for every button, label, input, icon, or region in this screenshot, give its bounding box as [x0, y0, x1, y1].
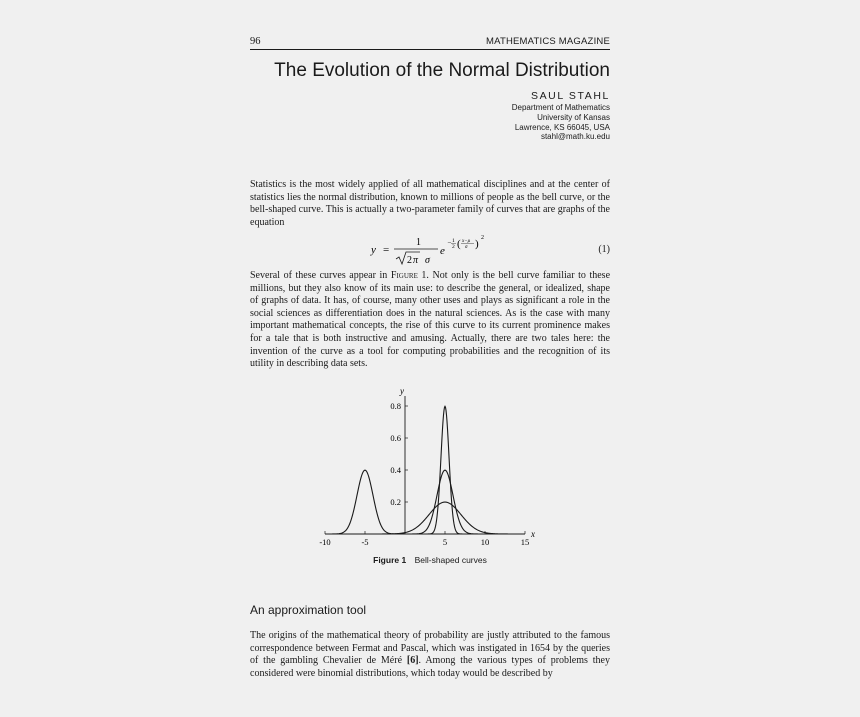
x-tick-label: -10 — [319, 537, 331, 547]
svg-text:π: π — [413, 255, 419, 266]
intro-paragraph: Statistics is the most widely applied of all mathematical disciplines and at the center of statistics lies the normal distribution, known to millions of people as the bell curve, or the bell-shaped curve. This is actually a two-parameter family of curves that are graphs of the equation — [250, 179, 610, 228]
paper-page — [250, 36, 611, 679]
body-paragraph — [250, 630, 610, 680]
figure-label: Figure 1 — [373, 555, 407, 565]
svg-text:e: e — [440, 245, 445, 257]
figure-reference: Figure — [390, 270, 418, 281]
body-paragraph — [250, 270, 610, 371]
figure-1 — [308, 382, 548, 552]
svg-text:y: y — [371, 244, 376, 256]
bell-curve-series — [325, 470, 525, 534]
svg-text:=: = — [383, 244, 390, 256]
y-tick-label: 0.4 — [390, 465, 401, 475]
running-header — [250, 36, 610, 50]
svg-text:1: 1 — [416, 237, 421, 248]
y-tick-label: 0.2 — [390, 497, 401, 507]
paragraph-text: The origins of the mathematical theory of probability are justly attributed to the famous correspondence between Fermat and Pascal, which was instigated in 1654 by the queries of the gambling Chevalier de Méré — [250, 630, 610, 667]
bell-curve-series — [325, 406, 525, 534]
equation-1 — [250, 231, 610, 271]
svg-text:(: ( — [457, 238, 461, 250]
figure-caption — [250, 555, 610, 565]
x-tick-label: -5 — [361, 537, 369, 547]
svg-text:2: 2 — [452, 244, 455, 250]
paragraph-text: . Among the various types of problems they considered were binomial distributions, which today would be described by — [250, 655, 610, 679]
article-title: The Evolution of the Normal Distribution — [274, 60, 610, 81]
svg-text:2: 2 — [407, 255, 412, 266]
y-tick-label: 0.8 — [390, 401, 401, 411]
svg-text:−: − — [447, 239, 452, 247]
y-axis-label: y — [400, 386, 404, 396]
affiliation-line: Lawrence, KS 66045, USA — [514, 122, 610, 132]
caption-text: Bell-shaped curves — [414, 555, 487, 565]
svg-text:σ: σ — [425, 255, 430, 266]
x-axis-label: x — [531, 529, 535, 539]
svg-text:x−μ: x−μ — [462, 239, 471, 244]
bell-curves-chart — [308, 382, 548, 552]
svg-text:1: 1 — [452, 238, 455, 244]
paragraph-text: 1. Not only is the bell curve familiar to these millions, but they also know of its main use: to describe the general, or idealized, shape of graphs of data. It has, of course, many other uses and plays as significant a role in the social sciences as differentiation does in the natural sciences. As is the case with many important mathematical concepts, the rise of this curve to its current prominence makes for a tale that is both instructive and amusing. Actually, there are two tales here: the invention of the curve as a tool for computing probabilities and the recognition of its utility in describing data sets. — [250, 270, 611, 370]
y-tick-label: 0.6 — [390, 433, 401, 443]
x-tick-label: 15 — [520, 537, 530, 547]
curve-group — [325, 406, 525, 534]
x-tick-label: 10 — [480, 537, 490, 547]
equation-number: (1) — [598, 244, 610, 255]
citation: [6] — [406, 655, 419, 667]
author-email: stahl@math.ku.edu — [540, 132, 610, 142]
svg-text:σ: σ — [465, 245, 468, 250]
svg-text:2: 2 — [481, 235, 484, 241]
bell-curve-series — [325, 470, 525, 534]
svg-text:): ) — [475, 238, 479, 250]
affiliation-line: Department of Mathematics — [511, 103, 610, 112]
normal-density-equation — [250, 231, 550, 271]
paragraph-text: Several of these curves appear in — [250, 270, 391, 281]
affiliation-line: University of Kansas — [537, 112, 610, 122]
author-affiliation — [250, 103, 610, 142]
chart-axes — [319, 386, 535, 547]
author-name: SAUL STAHL — [530, 90, 610, 102]
page-number: 96 — [250, 36, 261, 47]
x-tick-label: 5 — [442, 537, 448, 547]
section-heading: An approximation tool — [250, 603, 367, 617]
journal-name: MATHEMATICS MAGAZINE — [486, 36, 610, 47]
